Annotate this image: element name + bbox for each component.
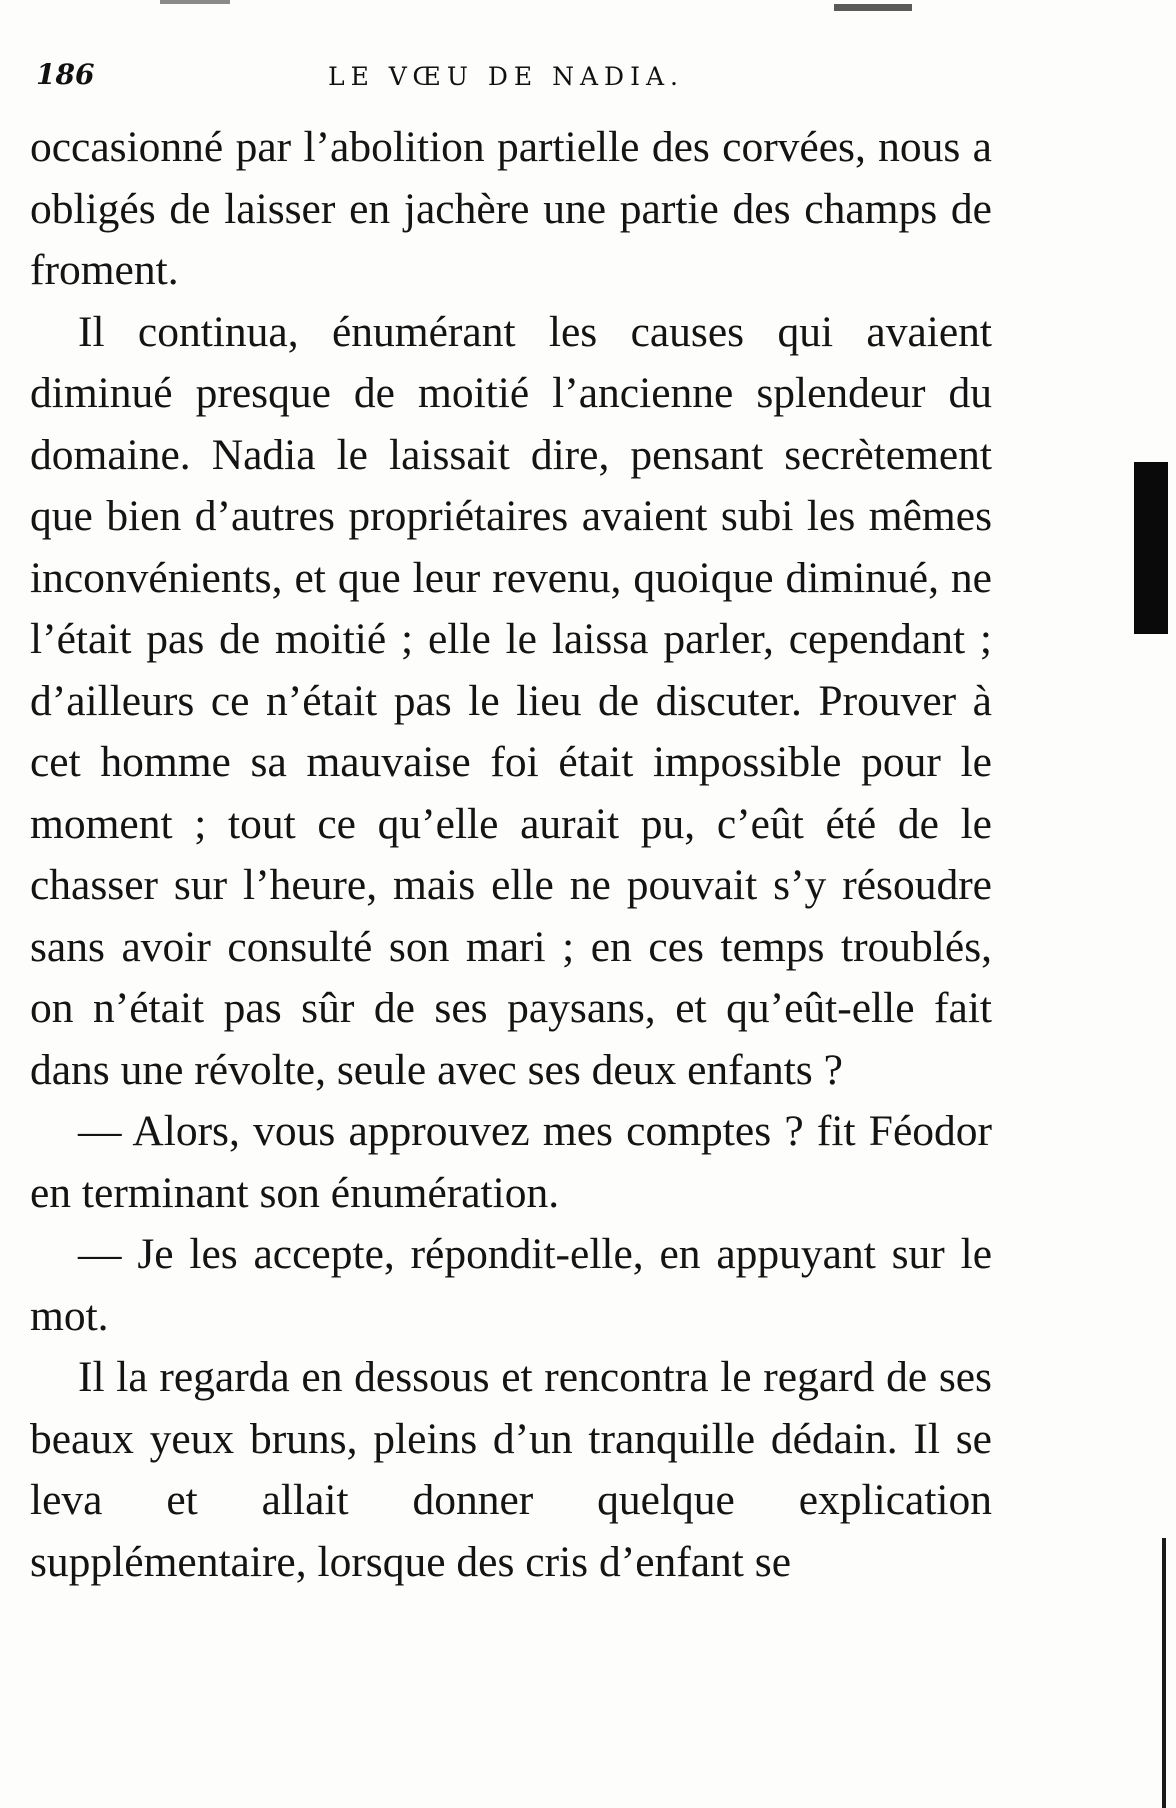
paragraph-2: Il continua, énumérant les causes qui avaient diminué presque de moitié l’ancienne splendeur du domaine. Nadia le laissait dire, pensant secrètement que bien d’autres propriétaires avaient subi les mêmes inconvénients, et que leur revenu, quoique diminué, ne l’était pas de moitié ; elle le laissa parler, cependant ; d’ailleurs ce n’était pas le lieu de discuter. Prouver à cet homme sa mauvaise foi était impossible pour le moment ; tout ce qu’elle aurait pu, c’eût été de le chasser sur l’heure, mais elle ne pouvait s’y résoudre sans avoir consulté son mari ; en ces temps troublés, on n’était pas sûr de ses paysans, et qu’eût-elle fait dans une révolte, seule avec ses deux enfants ?: [30, 307, 992, 1094]
paragraph-3: — Alors, vous approuvez mes comptes ? fit Féodor en terminant son énumération.: [30, 1107, 992, 1217]
paragraph-1: occasionné par l’abolition partielle des corvées, nous a obligés de laisser en jachère une partie des champs de froment.: [30, 123, 992, 294]
scan-edge-line: [1162, 1538, 1166, 1808]
scan-edge-shadow: [1134, 462, 1168, 634]
body-text: [30, 117, 992, 1593]
paragraph-5: Il la regarda en dessous et rencontra le regard de ses beaux yeux bruns, pleins d’un tranquille dédain. Il se leva et allait donner quelque explication supplémentaire, lorsque des cris d’enfant se: [30, 1353, 992, 1586]
running-title: LE VŒU DE NADIA.: [328, 62, 684, 91]
paragraph-4: — Je les accepte, répondit-elle, en appuyant sur le mot.: [30, 1230, 992, 1340]
scan-artifact-top-right: [834, 4, 912, 11]
page-header: [36, 54, 986, 104]
scan-artifact-top-left: [160, 0, 230, 4]
page-number: 186: [36, 58, 95, 91]
